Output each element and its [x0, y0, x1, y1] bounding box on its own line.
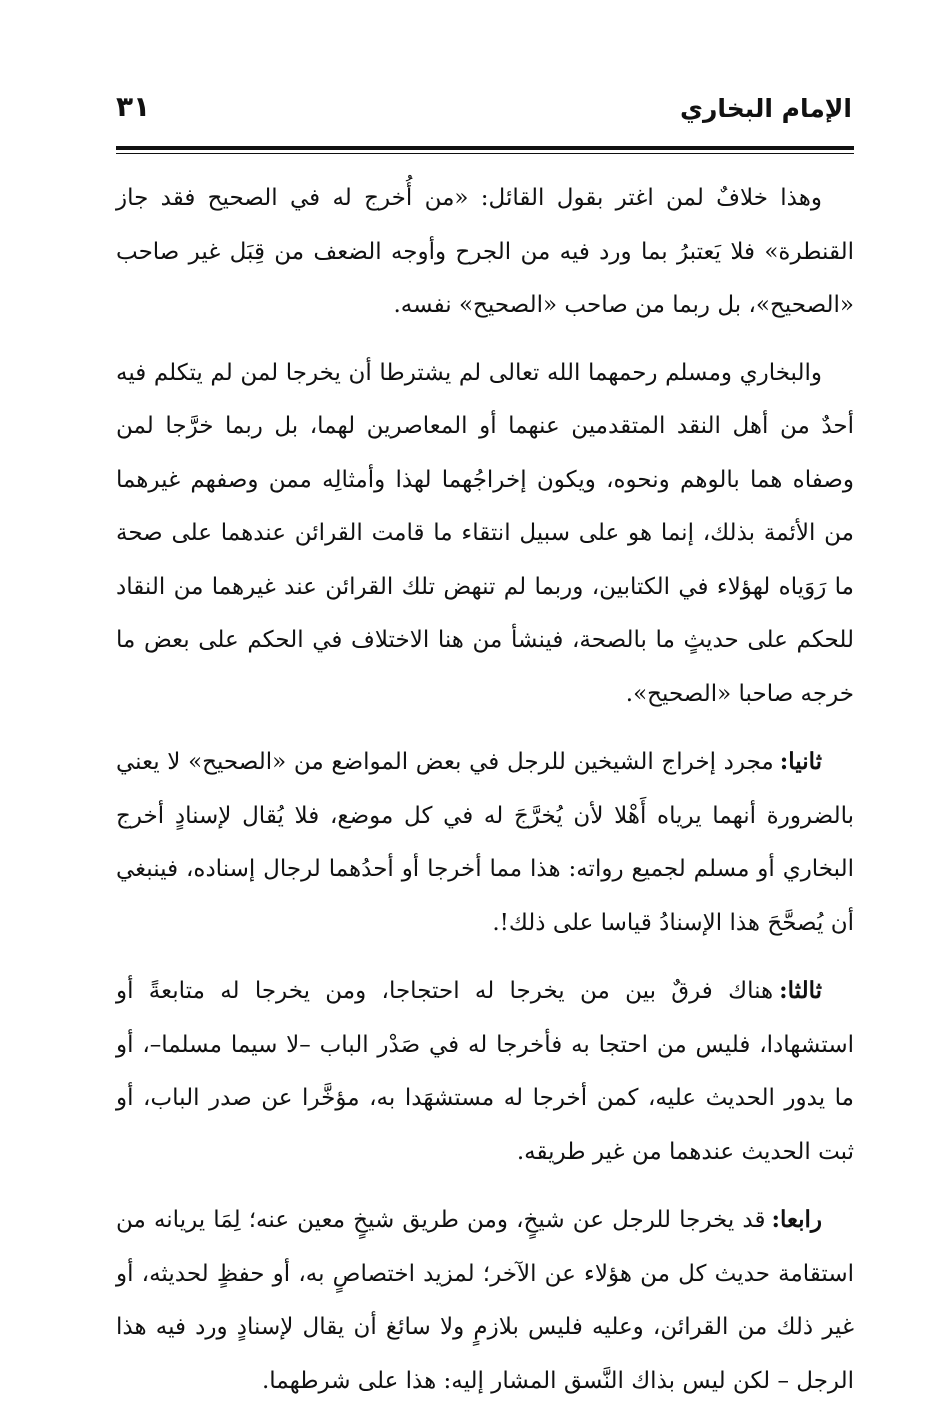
paragraph	[116, 964, 854, 1179]
paragraph-lead: ثالثا:	[779, 977, 822, 1004]
paragraph	[116, 735, 854, 950]
paragraph-lead: ثانيا:	[779, 748, 822, 775]
page-number: ٣١	[116, 90, 151, 123]
body-text	[116, 172, 854, 1408]
paragraph-text: قد يخرجا للرجل عن شيخٍ، ومن طريق شيخٍ معين عنه؛ لِمَا يريانه من استقامة حديث كل من هؤلاء عن الآخر؛ لمزيد اختصاصٍ به، أو حفظٍ لحديثه، أو غير ذلك من القرائن، وعليه فليس بلازمٍ ولا سائغ أن يقال لإسنادٍ ورد فيه هذا الرجل – لكن ليس بذاك النَّسق المشار إليه: هذا على شرطهما.	[116, 1207, 854, 1394]
paragraph-text: هناك فرقٌ بين من يخرجا له احتجاجا، ومن يخرجا له متابعةً أو استشهادا، فليس من احتجا به فأخرجا له في صَدْر الباب –لا سيما مسلما–، أو ما يدور الحديث عليه، كمن أخرجا له مستشهَدا به، مؤخَّرا عن صدر الباب، أو ثبت الحديث عندهما من غير طريقه.	[116, 978, 854, 1165]
paragraph-text: مجرد إخراج الشيخين للرجل في بعض المواضع من «الصحيح» لا يعني بالضرورة أنهما يرياه أَهْلا لأن يُخرَّجَ له في كل موضع، فلا يُقال لإسنادٍ أخرج البخاري أو مسلم لجميع رواته: هذا مما أخرجا أو أحدُهما لرجال إسناده، فينبغي أن يُصحَّحَ هذا الإسنادُ قياسا على ذلك!.	[116, 749, 854, 936]
paragraph	[116, 347, 854, 722]
running-title: الإمام البخاري	[680, 94, 852, 123]
paragraph-text: والبخاري ومسلم رحمهما الله تعالى لم يشترطا أن يخرجا لمن لم يتكلم فيه أحدٌ من أهل النقد المتقدمين عنهما أو المعاصرين لهما، بل ربما خرَّجا لمن وصفاه هما بالوهم ونحوه، ويكون إخراجُهما لهذا وأمثالِه ممن وصفهم غيرهما من الأئمة بذلك، إنما هو على سبيل انتقاء ما قامت القرائن عندهما على صحة ما رَوَياه لهؤلاء في الكتابين، وربما لم تنهض تلك القرائن عند غيرهما من النقاد للحكم على حديثٍ ما بالصحة، فينشأ من هنا الاختلاف في الحكم على بعض ما خرجه صاحبا «الصحيح».	[116, 359, 854, 707]
header-rule-thin	[116, 153, 854, 154]
paragraph-text: وهذا خلافٌ لمن اغتر بقول القائل: «من أُخرج له في الصحيح فقد جاز القنطرة» فلا يَعتبرُ بما ورد فيه من الجرح وأوجه الضعف من قِبَل غير صاحب «الصحيح»، بل ربما من صاحب «الصحيح» نفسه.	[116, 185, 854, 318]
paragraph	[116, 172, 854, 333]
page-header	[112, 86, 852, 136]
header-rule-thick	[116, 146, 854, 150]
paragraph-lead: رابعا:	[771, 1206, 822, 1233]
paragraph	[116, 1193, 854, 1408]
